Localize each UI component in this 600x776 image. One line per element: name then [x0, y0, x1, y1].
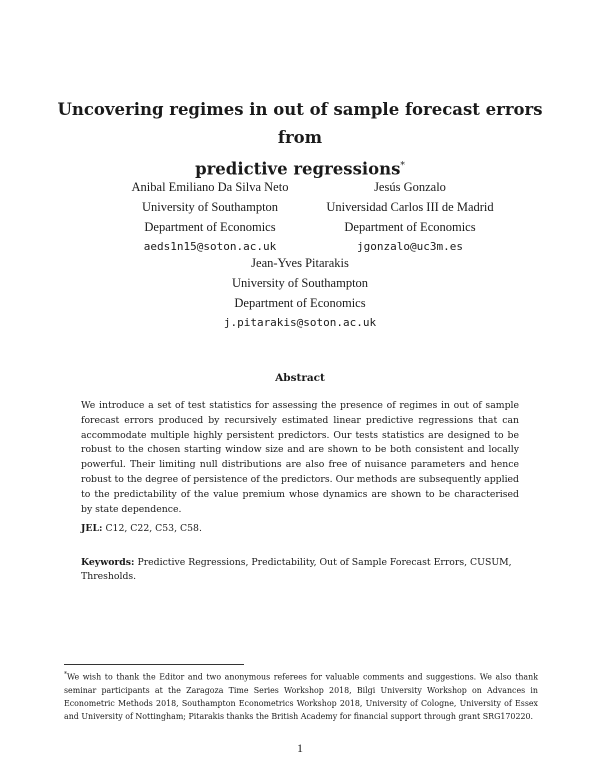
author-block-2 — [290, 177, 530, 257]
jel-label: JEL: — [81, 523, 103, 534]
footnote-divider — [64, 664, 244, 665]
footnote-text: We wish to thank the Editor and two anonymous referees for valuable comments and suggestions. We also thank seminar participants at the Zaragoza Time Series Workshop 2018, Bilgi University Workshop on Advances in Econometric Methods 2018, Southampton Econometrics Workshop 2018, University of Cologne, University of Essex and University of Nottingham; Pitarakis thanks the British Academy for financial support through grant SRG170220. — [64, 672, 538, 721]
jel-codes — [81, 522, 521, 536]
author-email[interactable]: j.pitarakis@soton.ac.uk — [223, 316, 377, 329]
keywords — [81, 556, 521, 584]
author-department: Department of Economics — [144, 220, 276, 234]
author-affiliation: University of Southampton — [141, 200, 279, 214]
footnote — [64, 668, 538, 723]
paper-title — [40, 96, 560, 184]
author-name: Anibal Emiliano Da Silva Neto — [131, 180, 289, 194]
author-affiliation: University of Southampton — [231, 276, 369, 290]
title-line-1: Uncovering regimes in out of sample forecast errors from — [57, 100, 543, 147]
title-line-2: predictive regressions* — [195, 159, 405, 179]
page-number: 1 — [297, 741, 303, 755]
footnote-mark: * — [64, 671, 67, 678]
author-department: Department of Economics — [234, 296, 366, 310]
author-email[interactable]: aeds1n15@soton.ac.uk — [143, 240, 277, 253]
author-name: Jean-Yves Pitarakis — [251, 256, 349, 270]
author-email[interactable]: jgonzalo@uc3m.es — [357, 240, 463, 253]
author-block-3 — [180, 253, 420, 333]
author-block-1 — [100, 177, 320, 257]
keywords-value: Predictive Regressions, Predictability, Out of Sample Forecast Errors, CUSUM, Thresholds. — [81, 557, 512, 582]
abstract-heading: Abstract — [275, 372, 325, 384]
jel-value: C12, C22, C53, C58. — [105, 523, 202, 534]
abstract-text: We introduce a set of test statistics for assessing the presence of regimes in out of sample forecast errors produced by recursively estimated linear predictive regressions that can accommodate multiple highly persistent predictors. Our tests statistics are designed to be robust to the chosen starting window size and are shown to be both consistent and locally powerful. Their limiting null distributions are also free of nuisance parameters and hence robust to the degree of persistence of the predictors. Our methods are subsequently applied to the predictability of the value premium whose dynamics are shown to be characterised by state dependence. — [81, 400, 519, 515]
author-name: Jesús Gonzalo — [374, 180, 446, 194]
author-department: Department of Economics — [344, 220, 476, 234]
title-footnote-mark: * — [400, 161, 405, 171]
keywords-label: Keywords: — [81, 557, 135, 568]
author-affiliation: Universidad Carlos III de Madrid — [326, 200, 494, 214]
